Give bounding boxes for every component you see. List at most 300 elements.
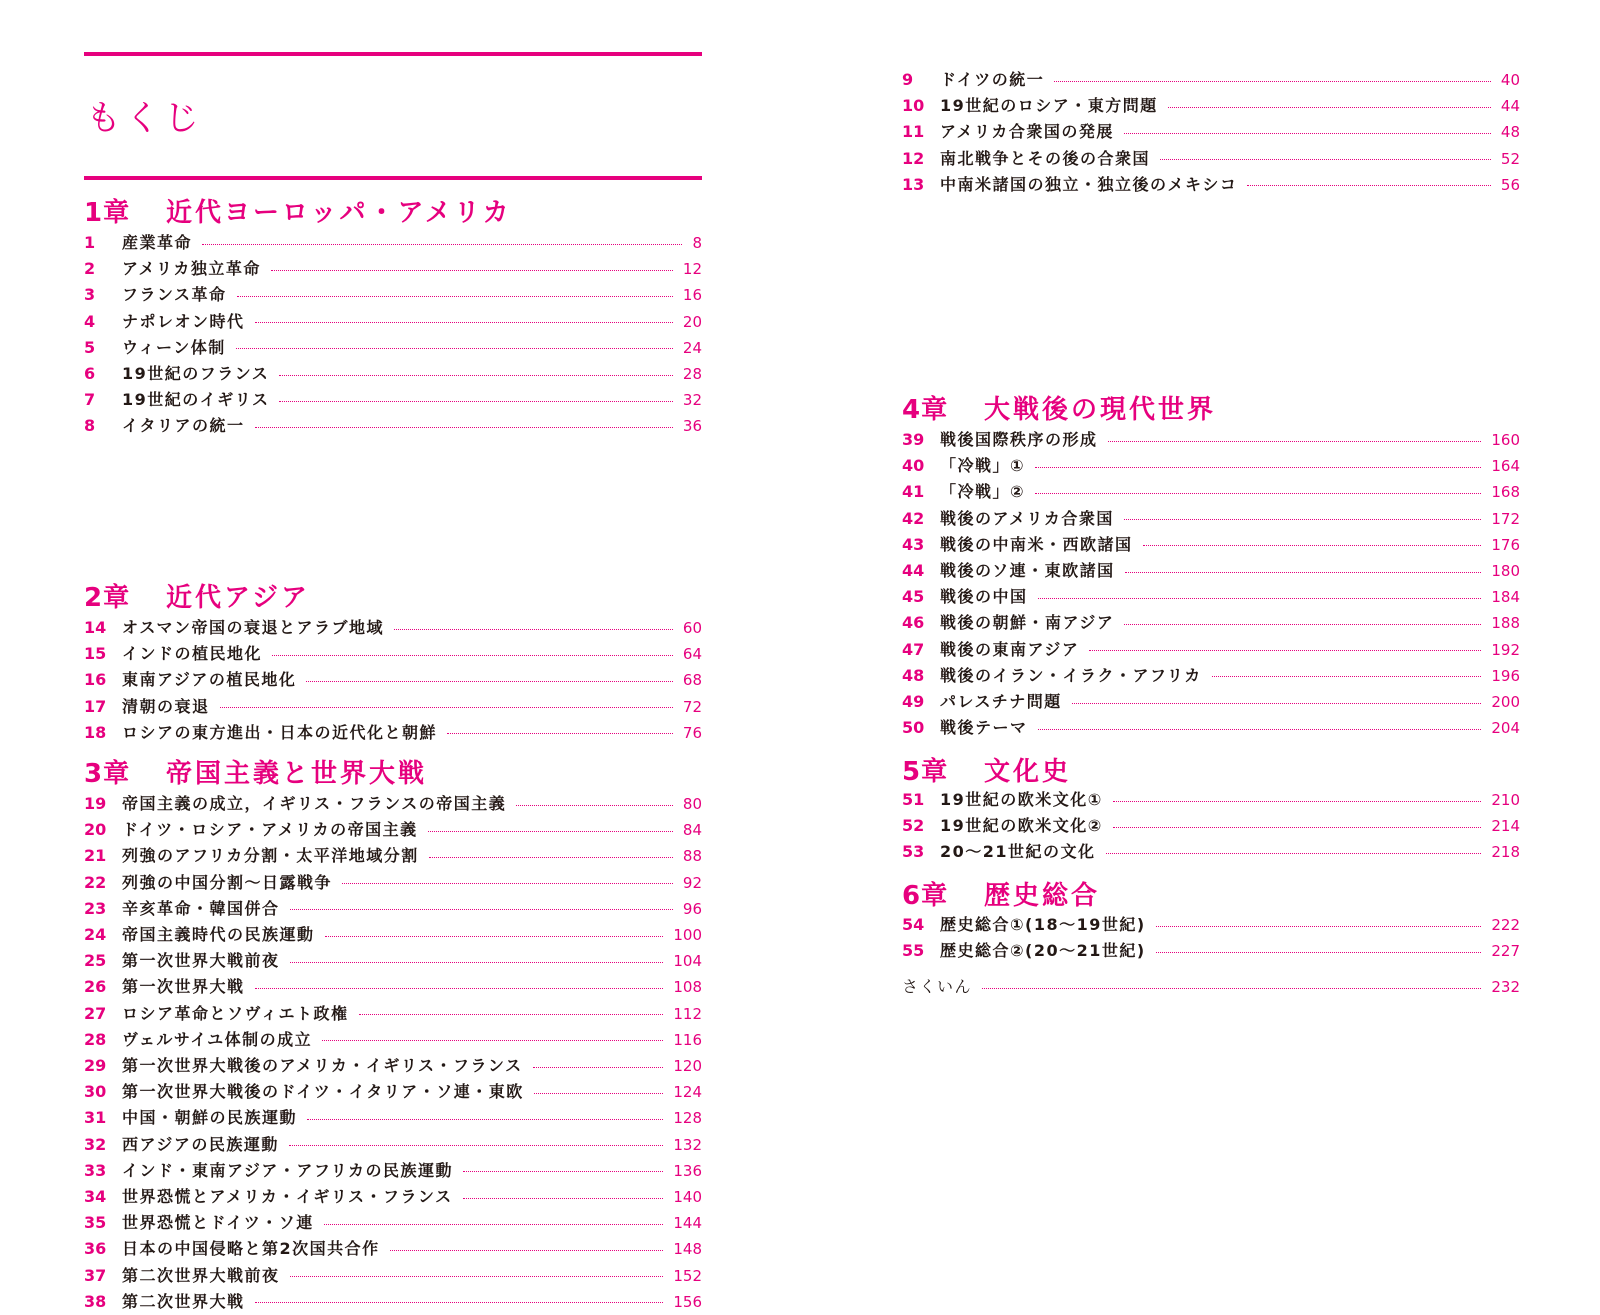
- dot-leader: [324, 1224, 664, 1225]
- entry-title: 第一次世界大戦: [122, 977, 245, 997]
- entry-page-number: 64: [682, 645, 702, 664]
- dot-leader: [1124, 133, 1491, 134]
- toc-entry[interactable]: [902, 67, 1520, 93]
- dot-leader: [220, 707, 673, 708]
- entry-page-number: 116: [673, 1030, 702, 1049]
- entry-number: 21: [84, 846, 107, 866]
- entry-title: ナポレオン時代: [122, 311, 245, 331]
- dot-leader: [394, 629, 673, 630]
- toc-entry[interactable]: [84, 1184, 702, 1210]
- toc-entry[interactable]: [84, 1263, 702, 1289]
- entry-title: フランス革命: [122, 285, 227, 305]
- entry-number: 7: [84, 390, 96, 410]
- toc-entry[interactable]: [84, 1132, 702, 1158]
- toc-entry[interactable]: [84, 1158, 702, 1184]
- entry-page-number: 56: [1500, 175, 1520, 194]
- toc-entry[interactable]: [84, 896, 702, 922]
- entry-number: 8: [84, 416, 96, 436]
- entry-title: オスマン帝国の衰退とアラブ地域: [122, 618, 385, 637]
- entry-number: 5: [84, 337, 96, 357]
- toc-entry[interactable]: [84, 256, 702, 282]
- toc-entry[interactable]: [84, 282, 702, 308]
- dot-leader: [237, 296, 673, 297]
- entry-number: 17: [84, 696, 107, 716]
- toc-entry[interactable]: [84, 1079, 702, 1105]
- entry-number: 41: [902, 482, 925, 502]
- entry-number: 3: [84, 285, 96, 305]
- entry-page-number: 100: [673, 926, 702, 944]
- chapter-heading[interactable]: [84, 757, 427, 791]
- toc-entry[interactable]: [902, 787, 1520, 813]
- entry-title: 日本の中国侵略と第2次国共合作: [122, 1239, 380, 1259]
- dot-leader: [463, 1171, 663, 1172]
- dot-leader: [982, 988, 1481, 989]
- dot-leader: [202, 244, 682, 245]
- entry-title: 産業革命: [122, 233, 193, 252]
- dot-leader: [1212, 676, 1482, 677]
- entry-page-number: 172: [1491, 509, 1520, 528]
- entry-number: 52: [902, 816, 925, 836]
- toc-entry[interactable]: [902, 813, 1520, 839]
- dot-leader: [1125, 572, 1482, 573]
- dot-leader: [255, 1302, 664, 1303]
- entry-number: 32: [84, 1134, 107, 1154]
- entry-number: 43: [902, 534, 925, 554]
- toc-entry[interactable]: [902, 663, 1520, 689]
- chapter-heading[interactable]: [84, 196, 512, 230]
- entry-number: 14: [84, 618, 107, 637]
- entry-page-number: 200: [1491, 693, 1520, 711]
- entry-page-number: 210: [1491, 791, 1520, 809]
- entry-page-number: 140: [673, 1188, 702, 1206]
- entry-number: 28: [84, 1029, 107, 1049]
- entry-number: 34: [84, 1187, 107, 1206]
- entry-title: 列強のアフリカ分割・太平洋地域分割: [122, 846, 419, 866]
- dot-leader: [325, 936, 664, 937]
- entry-title: 帝国主義の成立，イギリス・フランスの帝国主義: [122, 794, 507, 813]
- entry-number: 26: [84, 977, 107, 997]
- entry-page-number: 164: [1491, 457, 1520, 476]
- toc-entry[interactable]: [902, 689, 1520, 715]
- chapter-heading[interactable]: [84, 581, 310, 615]
- entry-number: 54: [902, 915, 925, 934]
- entry-page-number: 180: [1491, 562, 1520, 580]
- dot-leader: [1156, 952, 1482, 953]
- dot-leader: [1247, 185, 1491, 186]
- dot-leader: [271, 270, 673, 271]
- entry-page-number: 144: [673, 1214, 702, 1233]
- chapter-title: 近代ヨーロッパ・アメリカ: [166, 198, 512, 228]
- dot-leader: [255, 988, 664, 989]
- dot-leader: [279, 401, 672, 402]
- entry-page-number: 16: [682, 286, 702, 305]
- dot-leader: [1054, 81, 1491, 82]
- entry-title: 歴史総合②(20～21世紀): [940, 941, 1146, 961]
- dot-leader: [390, 1250, 664, 1251]
- entry-number: 10: [902, 96, 925, 116]
- toc-entry[interactable]: [84, 309, 702, 335]
- dot-leader: [236, 348, 673, 349]
- entry-page-number: 48: [1500, 123, 1520, 142]
- entry-page-number: 92: [682, 873, 702, 892]
- entry-page-number: 20: [682, 312, 702, 331]
- entry-page-number: 28: [682, 365, 702, 383]
- dot-leader: [1160, 159, 1491, 160]
- entry-page-number: 80: [682, 795, 702, 813]
- toc-entry[interactable]: [902, 938, 1520, 964]
- entry-number: 19: [84, 794, 107, 813]
- dot-leader: [1072, 703, 1482, 704]
- entry-number: 35: [84, 1213, 107, 1233]
- dot-leader: [1113, 827, 1482, 828]
- entry-page-number: 8: [692, 234, 702, 252]
- entry-title: インドの植民地化: [122, 644, 263, 664]
- toc-entry[interactable]: [84, 1105, 702, 1131]
- left-column: [84, 0, 702, 1311]
- entry-page-number: 96: [682, 899, 702, 918]
- entry-number: 13: [902, 174, 925, 194]
- dot-leader: [1038, 729, 1482, 730]
- entry-title: 19世紀の欧米文化①: [940, 790, 1103, 809]
- toc-entry[interactable]: [902, 839, 1520, 865]
- toc-entry[interactable]: [84, 1210, 702, 1236]
- entry-page-number: 232: [1491, 978, 1520, 996]
- entry-number: 53: [902, 842, 925, 862]
- toc-entry[interactable]: [84, 1289, 702, 1315]
- top-divider: [84, 52, 702, 56]
- toc-entry[interactable]: [902, 558, 1520, 584]
- dot-leader: [1035, 467, 1481, 468]
- entry-page-number: 218: [1491, 843, 1520, 862]
- right-column: [902, 0, 1520, 1091]
- entry-title: パレスチナ問題: [940, 692, 1062, 711]
- toc-entry[interactable]: [84, 974, 702, 1000]
- entry-page-number: 214: [1491, 817, 1520, 836]
- entry-page-number: 132: [673, 1135, 702, 1154]
- entry-title: 戦後の中国: [940, 587, 1028, 607]
- toc-entry[interactable]: [84, 1001, 702, 1027]
- entry-title: 戦後テーマ: [940, 718, 1028, 738]
- entry-page-number: 84: [682, 821, 702, 840]
- entry-title: 第一次世界大戦後のアメリカ・イギリス・フランス: [122, 1056, 523, 1075]
- entry-title: 20～21世紀の文化: [940, 842, 1096, 862]
- entry-page-number: 168: [1491, 483, 1520, 502]
- toc-entry[interactable]: [902, 506, 1520, 532]
- dot-leader: [306, 681, 673, 682]
- entry-page-number: 128: [673, 1109, 702, 1128]
- entry-page-number: 24: [682, 338, 702, 357]
- dot-leader: [255, 322, 673, 323]
- entry-number: 4: [84, 311, 96, 331]
- dot-leader: [290, 909, 673, 910]
- title-divider: [84, 176, 702, 180]
- entry-page-number: 124: [673, 1083, 702, 1102]
- entry-page-number: 148: [673, 1240, 702, 1259]
- entry-title: 清朝の衰退: [122, 696, 210, 716]
- dot-leader: [1168, 107, 1491, 108]
- entry-page-number: 60: [682, 619, 702, 637]
- toc-entry[interactable]: [84, 791, 702, 817]
- entry-title: 第一次世界大戦前夜: [122, 951, 280, 971]
- entry-page-number: 104: [673, 952, 702, 971]
- toc-entry[interactable]: [902, 427, 1520, 453]
- toc-entry[interactable]: [902, 715, 1520, 741]
- index-entry[interactable]: [902, 974, 1520, 1000]
- entry-page-number: 204: [1491, 719, 1520, 738]
- entry-title: 戦後国際秩序の形成: [940, 430, 1098, 449]
- toc-entry[interactable]: [902, 479, 1520, 505]
- dot-leader: [463, 1198, 664, 1199]
- toc-entry[interactable]: [84, 1053, 702, 1079]
- entry-number: 47: [902, 639, 925, 659]
- entry-number: 50: [902, 718, 925, 738]
- entry-title: 戦後の東南アジア: [940, 639, 1080, 659]
- entry-page-number: 68: [682, 671, 702, 690]
- entry-page-number: 108: [673, 978, 702, 997]
- entry-title: 帝国主義時代の民族運動: [122, 925, 315, 944]
- dot-leader: [1108, 441, 1482, 442]
- entry-title: 19世紀のフランス: [122, 364, 270, 383]
- entry-title: 戦後の中南米・西欧諸国: [940, 534, 1133, 554]
- entry-number: 33: [84, 1160, 107, 1180]
- entry-title: 歴史総合①(18～19世紀): [940, 915, 1146, 934]
- entry-number: 11: [902, 122, 925, 142]
- entry-title: ロシア革命とソヴィエト政権: [122, 1003, 349, 1023]
- toc-entry[interactable]: [84, 922, 702, 948]
- entry-page-number: 196: [1491, 666, 1520, 685]
- toc-entry[interactable]: [84, 641, 702, 667]
- entry-page-number: 184: [1491, 588, 1520, 607]
- dot-leader: [1035, 493, 1481, 494]
- entry-title: 戦後のソ連・東欧諸国: [940, 561, 1115, 580]
- entry-title: 戦後のアメリカ合衆国: [940, 508, 1114, 528]
- dot-leader: [322, 1040, 663, 1041]
- entry-number: 55: [902, 941, 925, 961]
- entry-title: 19世紀の欧米文化②: [940, 816, 1103, 836]
- chapter-title: 帝国主義と世界大戦: [166, 759, 428, 789]
- entry-title: 戦後のイラン・イラク・アフリカ: [940, 665, 1202, 685]
- entry-title: ドイツの統一: [940, 70, 1045, 89]
- entry-title: 19世紀のロシア・東方問題: [940, 96, 1158, 116]
- entry-page-number: 136: [673, 1161, 702, 1180]
- chapter-number: 6章: [902, 881, 949, 911]
- entry-title: 辛亥革命・韓国併合: [122, 898, 280, 918]
- toc-entry[interactable]: [84, 361, 702, 387]
- dot-leader: [533, 1067, 664, 1068]
- entry-title: 世界恐慌とアメリカ・イギリス・フランス: [122, 1187, 453, 1206]
- entry-number: 42: [902, 508, 925, 528]
- toc-entry[interactable]: [84, 335, 702, 361]
- entry-number: 30: [84, 1082, 107, 1102]
- entry-number: 20: [84, 820, 107, 840]
- entry-number: 23: [84, 898, 107, 918]
- entry-title: 戦後の朝鮮・南アジア: [940, 613, 1115, 633]
- entry-page-number: 52: [1500, 149, 1520, 168]
- toc-entry[interactable]: [84, 870, 702, 896]
- toc-entry[interactable]: [902, 119, 1520, 145]
- entry-page-number: 120: [673, 1057, 702, 1075]
- toc-entry[interactable]: [902, 172, 1520, 198]
- entry-page-number: 76: [682, 723, 702, 742]
- dot-leader: [342, 883, 673, 884]
- toc-entry[interactable]: [84, 667, 702, 693]
- entry-page-number: 152: [673, 1266, 702, 1285]
- entry-number: 27: [84, 1003, 107, 1023]
- entry-title: 西アジアの民族運動: [122, 1134, 279, 1154]
- entry-title: 「冷戦」①: [940, 456, 1026, 476]
- dot-leader: [1143, 545, 1482, 546]
- entry-title: さくいん: [902, 977, 973, 996]
- dot-leader: [1106, 853, 1482, 854]
- entry-page-number: 36: [682, 417, 702, 436]
- chapter-number: 4章: [902, 395, 949, 425]
- entry-title: ウィーン体制: [122, 337, 226, 357]
- entry-page-number: 72: [682, 697, 702, 716]
- entry-page-number: 188: [1491, 614, 1520, 633]
- entry-number: 51: [902, 790, 925, 809]
- toc-entry[interactable]: [84, 387, 702, 413]
- dot-leader: [429, 857, 673, 858]
- entry-title: 南北戦争とその後の合衆国: [940, 148, 1151, 168]
- entry-number: 9: [902, 70, 914, 89]
- entry-number: 6: [84, 364, 96, 383]
- entry-page-number: 192: [1491, 640, 1520, 659]
- toc-entry[interactable]: [902, 610, 1520, 636]
- toc-entry[interactable]: [84, 413, 702, 439]
- entry-number: 39: [902, 430, 925, 449]
- dot-leader: [1124, 624, 1481, 625]
- chapter-heading[interactable]: [902, 879, 1100, 913]
- toc-entry[interactable]: [84, 1027, 702, 1053]
- entry-number: 37: [84, 1265, 107, 1285]
- chapter-heading[interactable]: [902, 393, 1216, 427]
- dot-leader: [290, 1276, 664, 1277]
- toc-entry[interactable]: [84, 1236, 702, 1262]
- entry-number: 46: [902, 613, 925, 633]
- entry-title: 世界恐慌とドイツ・ソ連: [122, 1213, 314, 1233]
- dot-leader: [534, 1093, 664, 1094]
- chapter-number: 5章: [902, 757, 949, 787]
- entry-number: 38: [84, 1291, 107, 1311]
- entry-number: 2: [84, 259, 96, 279]
- toc-entry[interactable]: [84, 720, 702, 746]
- toc-entry[interactable]: [902, 453, 1520, 479]
- toc-entry[interactable]: [84, 694, 702, 720]
- dot-leader: [1156, 926, 1482, 927]
- entry-title: 東南アジアの植民地化: [122, 670, 297, 690]
- entry-number: 49: [902, 692, 925, 711]
- entry-title: 第二次世界大戦前夜: [122, 1265, 280, 1285]
- entry-number: 36: [84, 1239, 107, 1259]
- entry-page-number: 112: [673, 1004, 702, 1023]
- entry-page-number: 12: [682, 260, 702, 279]
- dot-leader: [290, 962, 664, 963]
- dot-leader: [1124, 519, 1481, 520]
- entry-title: 第一次世界大戦後のドイツ・イタリア・ソ連・東欧: [122, 1082, 524, 1102]
- entry-number: 48: [902, 665, 925, 685]
- dot-leader: [279, 375, 673, 376]
- toc-entry[interactable]: [84, 948, 702, 974]
- entry-title: イタリアの統一: [122, 416, 245, 436]
- entry-number: 15: [84, 644, 107, 664]
- dot-leader: [1089, 650, 1481, 651]
- dot-leader: [447, 733, 673, 734]
- dot-leader: [289, 1145, 663, 1146]
- dot-leader: [359, 1014, 664, 1015]
- page-title: もくじ: [86, 99, 204, 139]
- entry-page-number: 160: [1491, 431, 1520, 449]
- entry-number: 45: [902, 587, 925, 607]
- chapter-title: 大戦後の現代世界: [984, 395, 1217, 425]
- entry-title: ドイツ・ロシア・アメリカの帝国主義: [122, 820, 418, 840]
- entry-title: 中南米諸国の独立・独立後のメキシコ: [940, 174, 1238, 194]
- dot-leader: [1113, 801, 1482, 802]
- chapter-title: 歴史総合: [984, 881, 1101, 911]
- entry-page-number: 176: [1491, 535, 1520, 554]
- entry-title: 列強の中国分割～日露戦争: [122, 872, 333, 892]
- entry-number: 16: [84, 670, 107, 690]
- toc-entry[interactable]: [902, 532, 1520, 558]
- entry-page-number: 222: [1491, 916, 1520, 934]
- dot-leader: [1038, 598, 1482, 599]
- entry-page-number: 156: [673, 1292, 702, 1311]
- entry-title: アメリカ独立革命: [122, 259, 261, 279]
- entry-page-number: 44: [1500, 97, 1520, 116]
- toc-entry[interactable]: [902, 584, 1520, 610]
- chapter-heading[interactable]: [902, 755, 1071, 789]
- entry-title: 19世紀のイギリス: [122, 390, 270, 410]
- dot-leader: [307, 1119, 663, 1120]
- entry-number: 25: [84, 951, 107, 971]
- dot-leader: [272, 655, 673, 656]
- chapter-number: 3章: [84, 759, 131, 789]
- entry-number: 18: [84, 722, 107, 742]
- chapter-number: 1章: [84, 198, 131, 228]
- entry-number: 22: [84, 872, 107, 892]
- entry-number: 31: [84, 1108, 107, 1128]
- entry-number: 44: [902, 561, 925, 580]
- toc-entry[interactable]: [902, 912, 1520, 938]
- entry-title: ロシアの東方進出・日本の近代化と朝鮮: [122, 722, 438, 742]
- entry-title: 中国・朝鮮の民族運動: [122, 1108, 298, 1128]
- toc-entry[interactable]: [902, 637, 1520, 663]
- toc-entry[interactable]: [84, 843, 702, 869]
- entry-title: インド・東南アジア・アフリカの民族運動: [122, 1160, 454, 1180]
- entry-title: ヴェルサイユ体制の成立: [122, 1029, 313, 1049]
- chapter-number: 2章: [84, 583, 131, 613]
- entry-number: 29: [84, 1056, 107, 1075]
- entry-title: 第二次世界大戦: [122, 1291, 245, 1311]
- toc-entry[interactable]: [84, 817, 702, 843]
- dot-leader: [516, 805, 673, 806]
- entry-page-number: 227: [1491, 942, 1520, 961]
- entry-title: アメリカ合衆国の発展: [940, 122, 1114, 142]
- entry-page-number: 40: [1500, 71, 1520, 89]
- entry-title: 「冷戦」②: [940, 482, 1026, 502]
- entry-page-number: 32: [682, 391, 702, 410]
- chapter-title: 近代アジア: [166, 583, 310, 613]
- entry-number: 1: [84, 233, 96, 252]
- toc-entry[interactable]: [84, 615, 702, 641]
- entry-number: 24: [84, 925, 107, 944]
- entry-number: 40: [902, 456, 925, 476]
- entry-page-number: 88: [682, 847, 702, 866]
- toc-entry[interactable]: [84, 230, 702, 256]
- dot-leader: [255, 427, 673, 428]
- entry-number: 12: [902, 148, 925, 168]
- toc-entry[interactable]: [902, 146, 1520, 172]
- toc-entry[interactable]: [902, 93, 1520, 119]
